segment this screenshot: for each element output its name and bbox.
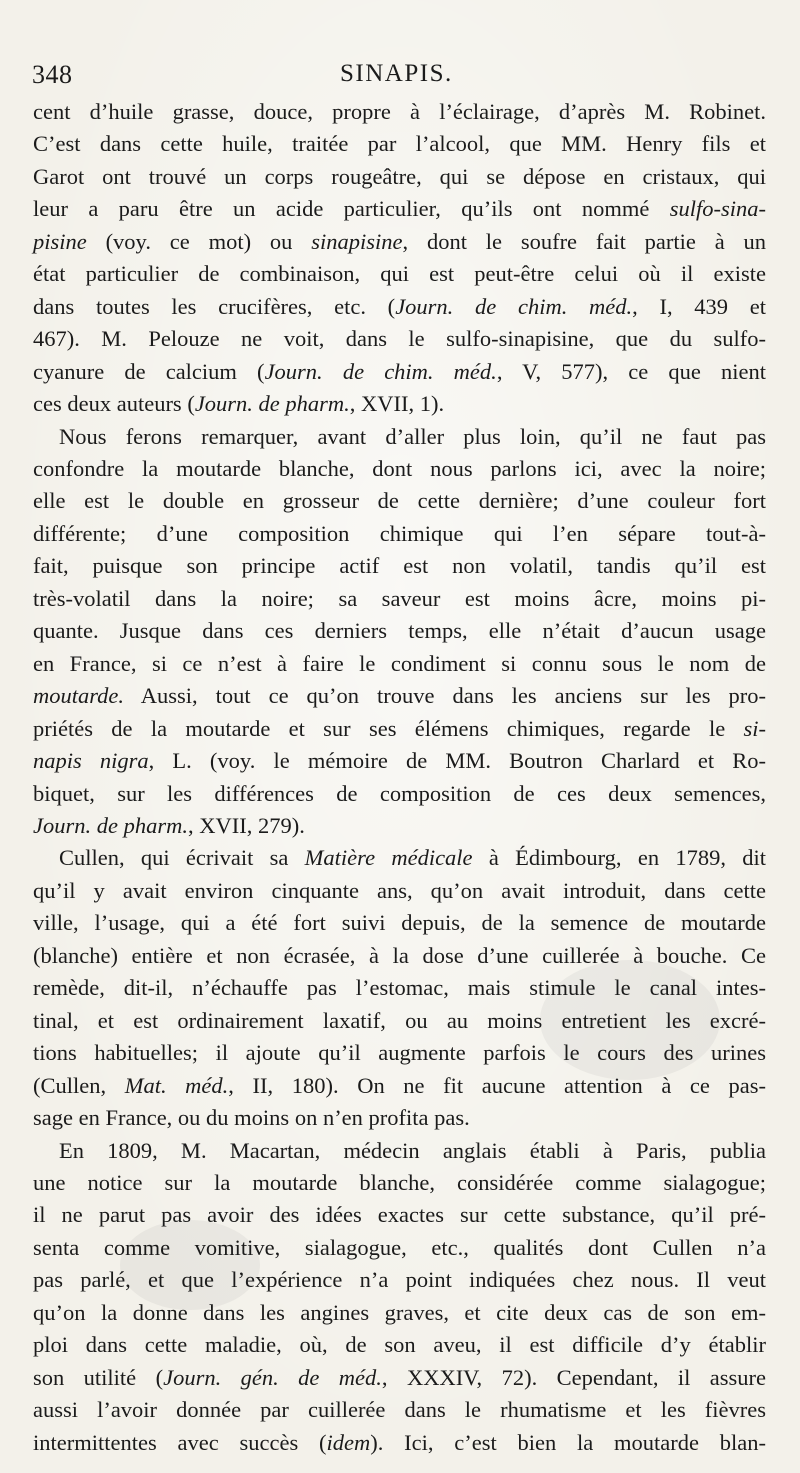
text-line — [33, 96, 766, 128]
text-segment: il ne parut pas avoir des idées exactes sur cette substance, qu’il pré- — [33, 1202, 766, 1228]
text-segment: tions habituelles; il ajoute qu’il augmente parfois le cours des urines — [33, 1040, 766, 1066]
text-segment: , L. (voy. le mémoire de MM. Boutron Charlard et Ro- — [148, 748, 766, 774]
text-segment: très-volatil dans la noire; sa saveur est moins âcre, moins pi- — [33, 585, 766, 611]
italic-text: Matière médicale — [304, 845, 473, 871]
text-segment: différente; d’une composition chimique qui l’en sépare tout-à- — [33, 520, 766, 546]
text-segment: quante. Jusque dans ces derniers temps, elle n’était d’aucun usage — [33, 618, 766, 644]
text-line — [33, 1329, 766, 1361]
text-segment: ). Ici, c’est bien la moutarde blan- — [370, 1429, 766, 1455]
text-segment: pas parlé, et que l’expérience n’a point indiquées chez nous. Il veut — [33, 1267, 766, 1293]
italic-text: Journ. de pharm. — [33, 812, 188, 838]
text-line — [33, 421, 766, 453]
text-segment: qu’il y avait environ cinquante ans, qu’on avait introduit, dans cette — [33, 877, 766, 903]
text-line — [33, 1264, 766, 1296]
text-line — [33, 583, 766, 615]
text-segment: en France, si ce n’est à faire le condiment si connu sous le nom de — [33, 650, 766, 676]
italic-text: sinapisine — [311, 228, 403, 254]
page-number: 348 — [32, 60, 73, 89]
running-head: SINAPIS. — [340, 60, 453, 87]
text-line — [33, 1037, 766, 1069]
text-segment: priétés de la moutarde et sur ses élémens chimiques, regarde le — [33, 715, 744, 741]
text-line — [33, 356, 766, 388]
text-line — [33, 778, 766, 810]
text-line — [33, 680, 766, 712]
text-line — [33, 972, 766, 1004]
page-header — [32, 60, 772, 94]
italic-text: Journ. de pharm. — [194, 391, 350, 417]
text-segment: ploi dans cette maladie, où, de son aveu, il est difficile d’y établir — [33, 1332, 766, 1358]
text-line — [33, 1070, 766, 1102]
text-segment: Aussi, tout ce qu’on trouve dans les anciens sur les pro- — [124, 683, 766, 709]
text-segment: senta comme vomitive, sialagogue, etc., qualités dont Cullen n’a — [33, 1234, 766, 1260]
italic-text: idem — [326, 1429, 371, 1455]
text-segment: fait, puisque son principe actif est non volatil, tandis qu’il est — [33, 553, 766, 579]
italic-text: Mat. méd. — [124, 1072, 229, 1098]
text-segment: ville, l’usage, qui a été fort suivi depuis, de la semence de moutarde — [33, 910, 766, 936]
text-line — [33, 940, 766, 972]
text-segment: , II, 180). On ne fit aucune attention à ce pas- — [228, 1072, 766, 1098]
text-segment: elle est le double en grosseur de cette dernière; d’une couleur fort — [33, 488, 766, 514]
text-line — [33, 388, 766, 420]
text-line — [33, 128, 766, 160]
text-segment: cent d’huile grasse, douce, propre à l’éclairage, d’après M. Robinet. — [33, 99, 766, 124]
text-segment: (voy. ce mot) ou — [86, 228, 312, 254]
text-line — [33, 875, 766, 907]
text-segment: , I, 439 et — [632, 293, 766, 319]
text-line — [33, 161, 766, 193]
text-line — [33, 1167, 766, 1199]
text-line — [33, 1232, 766, 1264]
text-segment: , XVII, 1). — [349, 391, 445, 417]
body-text — [33, 96, 766, 1459]
text-segment: cyanure de calcium ( — [33, 358, 265, 384]
text-line — [33, 745, 766, 777]
text-segment: biquet, sur les différences de composition de ces deux semences, — [33, 780, 766, 806]
text-line — [33, 193, 766, 225]
text-segment: , XVII, 279). — [187, 812, 305, 838]
text-segment: intermittentes avec succès ( — [33, 1429, 327, 1455]
text-line — [33, 291, 766, 323]
text-line — [33, 518, 766, 550]
text-line — [33, 485, 766, 517]
text-segment: qu’on la donne dans les angines graves, et cite deux cas de son em- — [33, 1299, 766, 1325]
text-segment: Cullen, qui écrivait sa — [59, 845, 305, 871]
text-segment: confondre la moutarde blanche, dont nous parlons ici, avec la noire; — [33, 455, 766, 481]
text-line — [33, 1135, 766, 1167]
italic-text: napis nigra — [33, 748, 149, 774]
text-line — [33, 1297, 766, 1329]
text-segment: dans toutes les crucifères, etc. ( — [33, 293, 396, 319]
text-segment: , dont le soufre fait partie à un — [402, 228, 767, 254]
text-line — [33, 323, 766, 355]
text-segment: sage en France, ou du moins on n’en profita pas. — [33, 1105, 470, 1131]
text-segment: tinal, et est ordinairement laxatif, ou au moins entretient les excré- — [33, 1007, 766, 1033]
italic-text: Journ. gén. de méd. — [163, 1364, 382, 1390]
text-segment: En 1809, M. Macartan, médecin anglais établi à Paris, publia — [59, 1137, 766, 1163]
text-line — [33, 842, 766, 874]
text-line — [33, 615, 766, 647]
text-segment: , V, 577), ce que nient — [496, 358, 767, 384]
text-segment: son utilité ( — [33, 1364, 164, 1390]
text-line — [33, 550, 766, 582]
text-segment: (Cullen, — [33, 1072, 125, 1098]
text-line — [33, 648, 766, 680]
text-line — [33, 226, 766, 258]
text-segment: Garot ont trouvé un corps rougeâtre, qui se dépose en cristaux, qui — [33, 163, 766, 189]
text-line — [33, 1362, 766, 1394]
italic-text: Journ. de chim. méd. — [264, 358, 497, 384]
text-segment: Nous ferons remarquer, avant d’aller plus loin, qu’il ne faut pas — [59, 423, 766, 449]
text-line — [33, 1102, 766, 1134]
text-segment: ces deux auteurs ( — [33, 391, 195, 417]
text-segment: C’est dans cette huile, traitée par l’alcool, que MM. Henry fils et — [33, 131, 766, 157]
text-line — [33, 1199, 766, 1231]
text-segment: état particulier de combinaison, qui est peut-être celui où il existe — [33, 261, 766, 287]
italic-text: si- — [743, 715, 766, 741]
italic-text: sulfo-sina- — [669, 196, 766, 222]
italic-text: pisine — [33, 228, 87, 254]
text-line — [33, 258, 766, 290]
text-segment: aussi l’avoir donnée par cuillerée dans le rhumatisme et les fièvres — [33, 1397, 766, 1423]
italic-text: Journ. de chim. méd. — [395, 293, 633, 319]
text-segment: une notice sur la moutarde blanche, considérée comme sialagogue; — [33, 1169, 766, 1195]
text-line — [33, 453, 766, 485]
text-line — [33, 713, 766, 745]
text-line — [33, 1005, 766, 1037]
text-segment: , XXXIV, 72). Cependant, il assure — [381, 1364, 767, 1390]
italic-text: moutarde. — [33, 683, 125, 709]
text-segment: remède, dit-il, n’échauffe pas l’estomac, mais stimule le canal intes- — [33, 975, 766, 1001]
text-segment: leur a paru être un acide particulier, qu’ils ont nommé — [33, 196, 670, 222]
text-line — [33, 810, 766, 842]
text-line — [33, 907, 766, 939]
text-line — [33, 1394, 766, 1426]
text-segment: 467). M. Pelouze ne voit, dans le sulfo-sinapisine, que du sulfo- — [33, 326, 766, 352]
text-segment: (blanche) entière et non écrasée, à la dose d’une cuillerée à bouche. Ce — [33, 942, 766, 968]
text-line — [33, 1427, 766, 1459]
text-segment: à Édimbourg, en 1789, dit — [472, 845, 766, 871]
